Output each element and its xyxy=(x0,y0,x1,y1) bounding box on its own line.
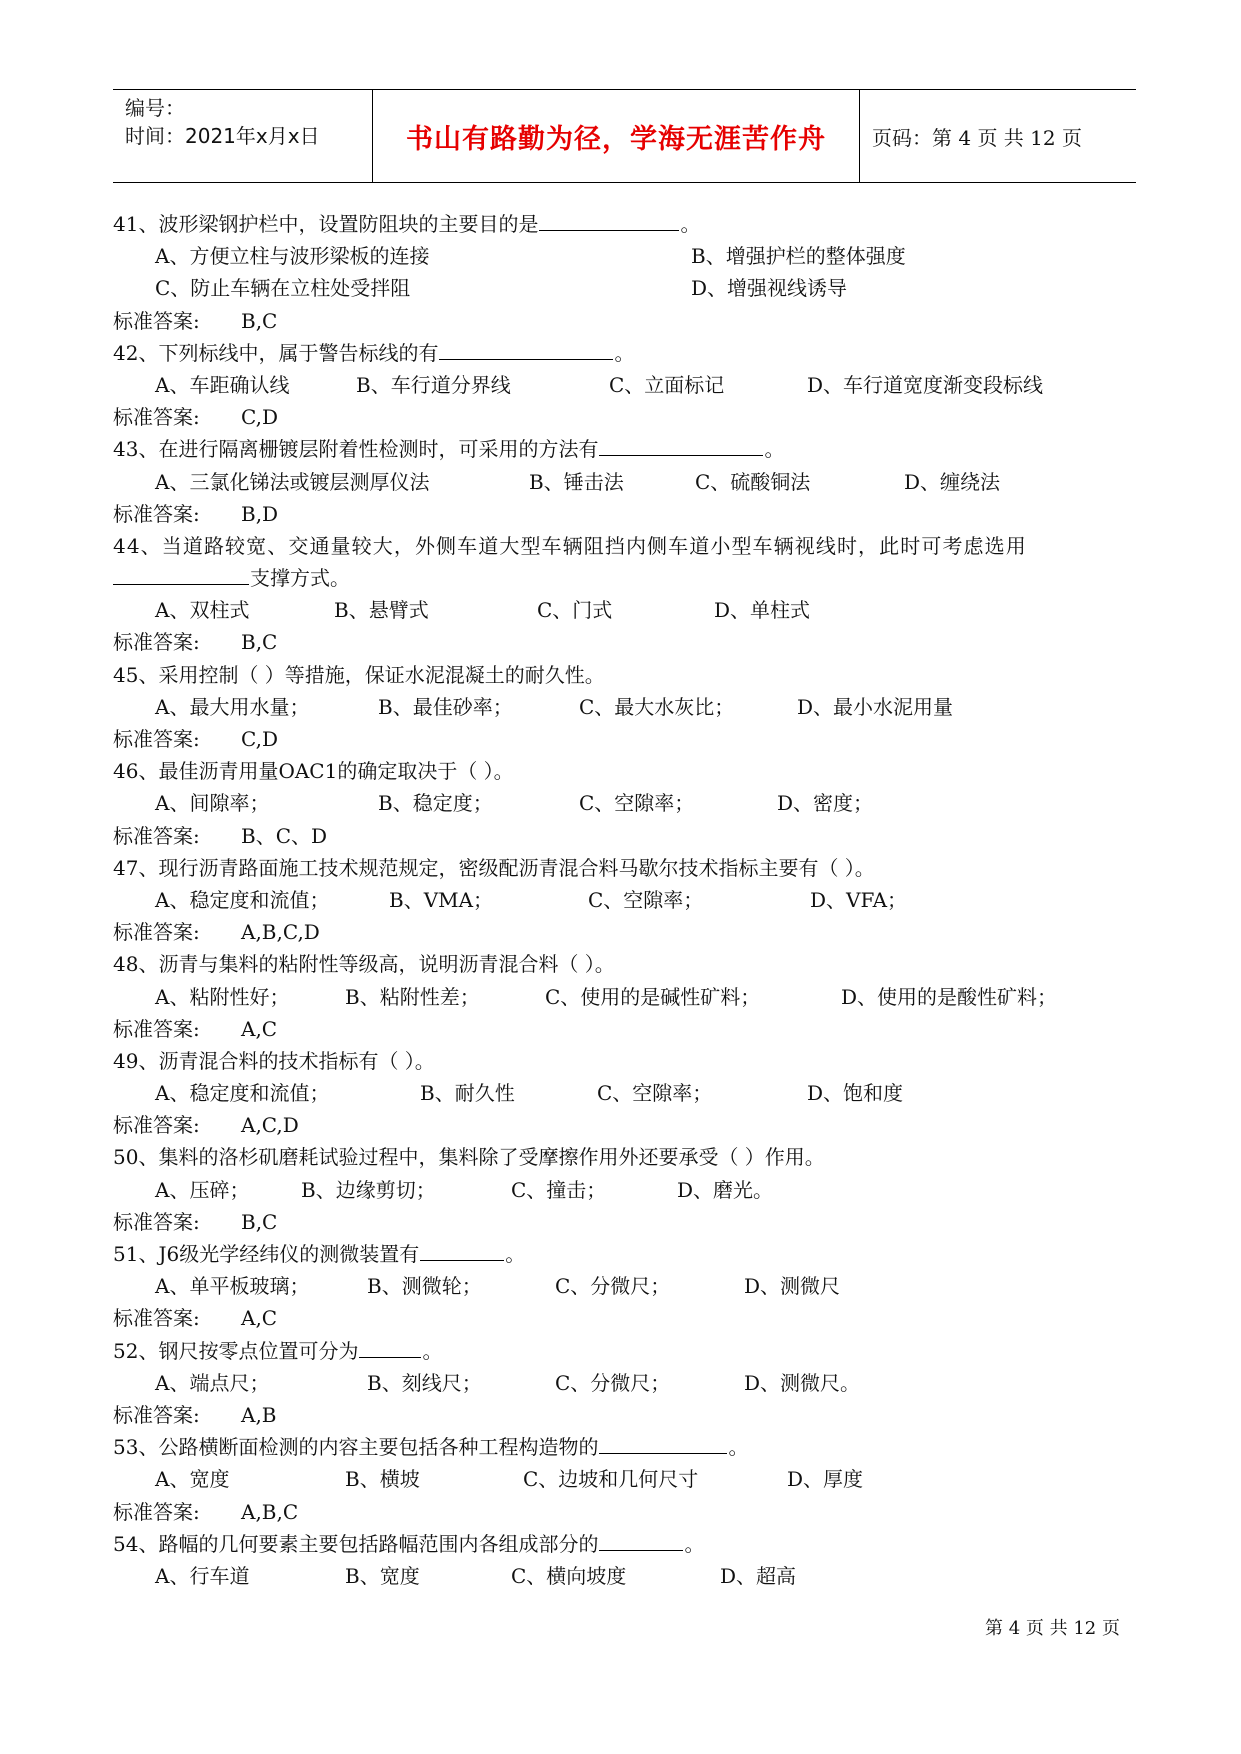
answer-blank xyxy=(599,433,763,456)
option: C、使用的是碱性矿料； xyxy=(545,984,761,1009)
option: C、边坡和几何尺寸 xyxy=(523,1467,699,1492)
option: C、硫酸铜法 xyxy=(695,469,811,494)
option: D、车行道宽度渐变段标线 xyxy=(807,372,1044,397)
option-row xyxy=(113,1174,1136,1206)
option: B、宽度 xyxy=(345,1563,420,1588)
option: C、空隙率； xyxy=(588,887,704,912)
option: D、超高 xyxy=(720,1563,797,1588)
option: B、VMA； xyxy=(389,887,494,912)
option-row xyxy=(113,240,1136,272)
option-row xyxy=(113,594,1136,626)
option: A、车距确认线 xyxy=(155,372,290,397)
option: B、增强护栏的整体强度 xyxy=(691,244,906,269)
answer-label: 标准答案: xyxy=(113,630,200,655)
answer-row xyxy=(113,1013,1136,1045)
option: C、横向坡度 xyxy=(511,1563,627,1588)
page-header xyxy=(113,89,1136,183)
option: B、锤击法 xyxy=(529,469,624,494)
question-stem: 50、集料的洛杉矶磨耗试验过程中，集料除了受摩擦作用外还要承受（ ）作用。 xyxy=(113,1145,825,1170)
option: C、防止车辆在立柱处受拌阻 xyxy=(155,276,411,301)
option: C、分微尺； xyxy=(555,1274,671,1299)
option: D、饱和度 xyxy=(807,1081,904,1106)
answer-value: A,B,C xyxy=(241,1499,299,1524)
option: C、撞击； xyxy=(511,1177,607,1202)
option: C、空隙率； xyxy=(597,1081,713,1106)
option: A、双柱式 xyxy=(155,598,250,623)
option: D、单柱式 xyxy=(714,598,811,623)
answer-label: 标准答案: xyxy=(113,1306,200,1331)
option: C、立面标记 xyxy=(609,372,725,397)
answer-blank xyxy=(439,337,613,360)
question-stem: 44、当道路较宽、交通量较大，外侧车道大型车辆阻挡内侧车道小型车辆视线时，此时可考虑选用 xyxy=(113,533,1027,558)
answer-value: A,C,D xyxy=(241,1113,299,1138)
option-row xyxy=(113,691,1136,723)
answer-row xyxy=(113,1206,1136,1238)
option: C、分微尺； xyxy=(555,1370,671,1395)
answer-value: B,C xyxy=(241,1209,278,1234)
answer-row xyxy=(113,916,1136,948)
option: D、缠绕法 xyxy=(904,469,1001,494)
answer-blank xyxy=(113,562,249,585)
header-middle xyxy=(373,90,860,182)
option-row xyxy=(113,787,1136,819)
option: C、空隙率； xyxy=(579,791,695,816)
option-row xyxy=(113,884,1136,916)
answer-label: 标准答案: xyxy=(113,1113,200,1138)
answer-label: 标准答案: xyxy=(113,1016,200,1041)
question-stem: 46、最佳沥青用量OAC1的确定取决于（ ）。 xyxy=(113,759,514,784)
option: D、增强视线诱导 xyxy=(691,276,848,301)
answer-blank xyxy=(539,208,679,231)
answer-label: 标准答案: xyxy=(113,501,200,526)
question-stem: 53、公路横断面检测的内容主要包括各种工程构造物的 。 xyxy=(113,1431,1136,1463)
option: D、最小水泥用量 xyxy=(797,694,954,719)
answer-label: 标准答案: xyxy=(113,405,200,430)
answer-label: 标准答案: xyxy=(113,308,200,333)
question-stem-continued: 支撑方式。 xyxy=(113,562,1136,594)
motto: 书山有路勤为径，学海无涯苦作舟 xyxy=(406,123,826,155)
answer-row xyxy=(113,723,1136,755)
option: A、粘附性好； xyxy=(155,984,290,1009)
answer-label: 标准答案: xyxy=(113,1499,200,1524)
question-list xyxy=(113,208,1136,1592)
question-stem: 52、钢尺按零点位置可分为 。 xyxy=(113,1335,1136,1367)
option: A、宽度 xyxy=(155,1467,230,1492)
option: B、测微轮； xyxy=(367,1274,482,1299)
question-stem: 41、波形梁钢护栏中，设置防阻块的主要目的是 。 xyxy=(113,208,1136,240)
option-row xyxy=(113,1463,1136,1495)
answer-row xyxy=(113,1496,1136,1528)
answer-value: B,D xyxy=(241,501,279,526)
answer-value: A,C xyxy=(241,1306,278,1331)
question-stem: 43、在进行隔离栅镀层附着性检测时，可采用的方法有 。 xyxy=(113,433,1136,465)
answer-label: 标准答案: xyxy=(113,1402,200,1427)
option-row xyxy=(113,466,1136,498)
option-row xyxy=(113,1077,1136,1109)
option: D、密度； xyxy=(777,791,874,816)
question-stem: 49、沥青混合料的技术指标有（ ）。 xyxy=(113,1048,435,1073)
option: A、最大用水量； xyxy=(155,694,310,719)
option: D、使用的是酸性矿料； xyxy=(841,984,1058,1009)
option: C、最大水灰比； xyxy=(579,694,735,719)
option-row xyxy=(113,1270,1136,1302)
answer-blank xyxy=(359,1335,421,1358)
question-stem: 47、现行沥青路面施工技术规范规定，密级配沥青混合料马歇尔技术指标主要有（ ）。 xyxy=(113,855,875,880)
option: A、方便立柱与波形梁板的连接 xyxy=(155,244,430,269)
answer-value: A,B,C,D xyxy=(241,920,320,945)
answer-value: A,C xyxy=(241,1016,278,1041)
option: B、最佳砂率； xyxy=(378,694,513,719)
answer-value: B,C xyxy=(241,630,278,655)
option: B、车行道分界线 xyxy=(356,372,511,397)
option: A、端点尺； xyxy=(155,1370,270,1395)
option-row xyxy=(113,981,1136,1013)
question-stem: 54、路幅的几何要素主要包括路幅范围内各组成部分的 。 xyxy=(113,1528,1136,1560)
answer-row xyxy=(113,498,1136,530)
answer-blank xyxy=(420,1238,504,1261)
option: D、厚度 xyxy=(787,1467,864,1492)
option: B、粘附性差； xyxy=(345,984,480,1009)
answer-value: C,D xyxy=(241,405,278,430)
option: A、稳定度和流值； xyxy=(155,1081,330,1106)
answer-row xyxy=(113,820,1136,852)
answer-row xyxy=(113,626,1136,658)
option: A、稳定度和流值； xyxy=(155,887,330,912)
option: B、刻线尺； xyxy=(367,1370,482,1395)
page-footer: 第 4 页 共 12 页 xyxy=(985,1618,1120,1639)
question-stem: 48、沥青与集料的粘附性等级高，说明沥青混合料（ ）。 xyxy=(113,952,615,977)
option: C、门式 xyxy=(537,598,613,623)
question-stem: 51、J6级光学经纬仪的测微装置有 。 xyxy=(113,1238,1136,1270)
option: B、横坡 xyxy=(345,1467,420,1492)
answer-value: C,D xyxy=(241,727,278,751)
doc-time: 时间：2021年x月x日 xyxy=(125,124,320,148)
option: B、边缘剪切； xyxy=(301,1177,436,1202)
answer-row xyxy=(113,1109,1136,1141)
answer-value: B,C xyxy=(241,308,278,333)
answer-row xyxy=(113,1302,1136,1334)
option: A、三氯化锑法或镀层测厚仪法 xyxy=(155,469,430,494)
header-left xyxy=(113,90,373,182)
option: D、VFA； xyxy=(810,887,908,912)
option: B、稳定度； xyxy=(378,791,493,816)
option: A、压碎； xyxy=(155,1177,250,1202)
answer-label: 标准答案: xyxy=(113,1209,200,1234)
answer-value: A,B xyxy=(241,1402,277,1427)
option: B、耐久性 xyxy=(420,1081,515,1106)
option-row xyxy=(113,1560,1136,1592)
question-stem: 45、采用控制（ ）等措施，保证水泥混凝土的耐久性。 xyxy=(113,662,605,687)
option: D、磨光。 xyxy=(677,1177,774,1202)
doc-number-label: 编号： xyxy=(125,96,185,120)
option-row xyxy=(113,1367,1136,1399)
option: A、单平板玻璃； xyxy=(155,1274,310,1299)
answer-blank xyxy=(599,1528,683,1551)
answer-value: B、C、D xyxy=(241,823,328,848)
answer-row xyxy=(113,305,1136,337)
answer-label: 标准答案: xyxy=(113,727,200,751)
option-row xyxy=(113,369,1136,401)
option: B、悬臂式 xyxy=(334,598,429,623)
option: D、测微尺 xyxy=(744,1274,841,1299)
question-stem: 42、下列标线中，属于警告标线的有 。 xyxy=(113,337,1136,369)
option: A、行车道 xyxy=(155,1563,250,1588)
option-row xyxy=(113,272,1136,304)
answer-row xyxy=(113,1399,1136,1431)
answer-label: 标准答案: xyxy=(113,823,200,848)
option: D、测微尺。 xyxy=(744,1370,861,1395)
answer-row xyxy=(113,401,1136,433)
header-right xyxy=(860,90,1136,182)
answer-blank xyxy=(599,1431,727,1454)
answer-label: 标准答案: xyxy=(113,920,200,945)
option: A、间隙率； xyxy=(155,791,270,816)
page-indicator: 页码：第 4 页 共 12 页 xyxy=(872,125,1082,150)
